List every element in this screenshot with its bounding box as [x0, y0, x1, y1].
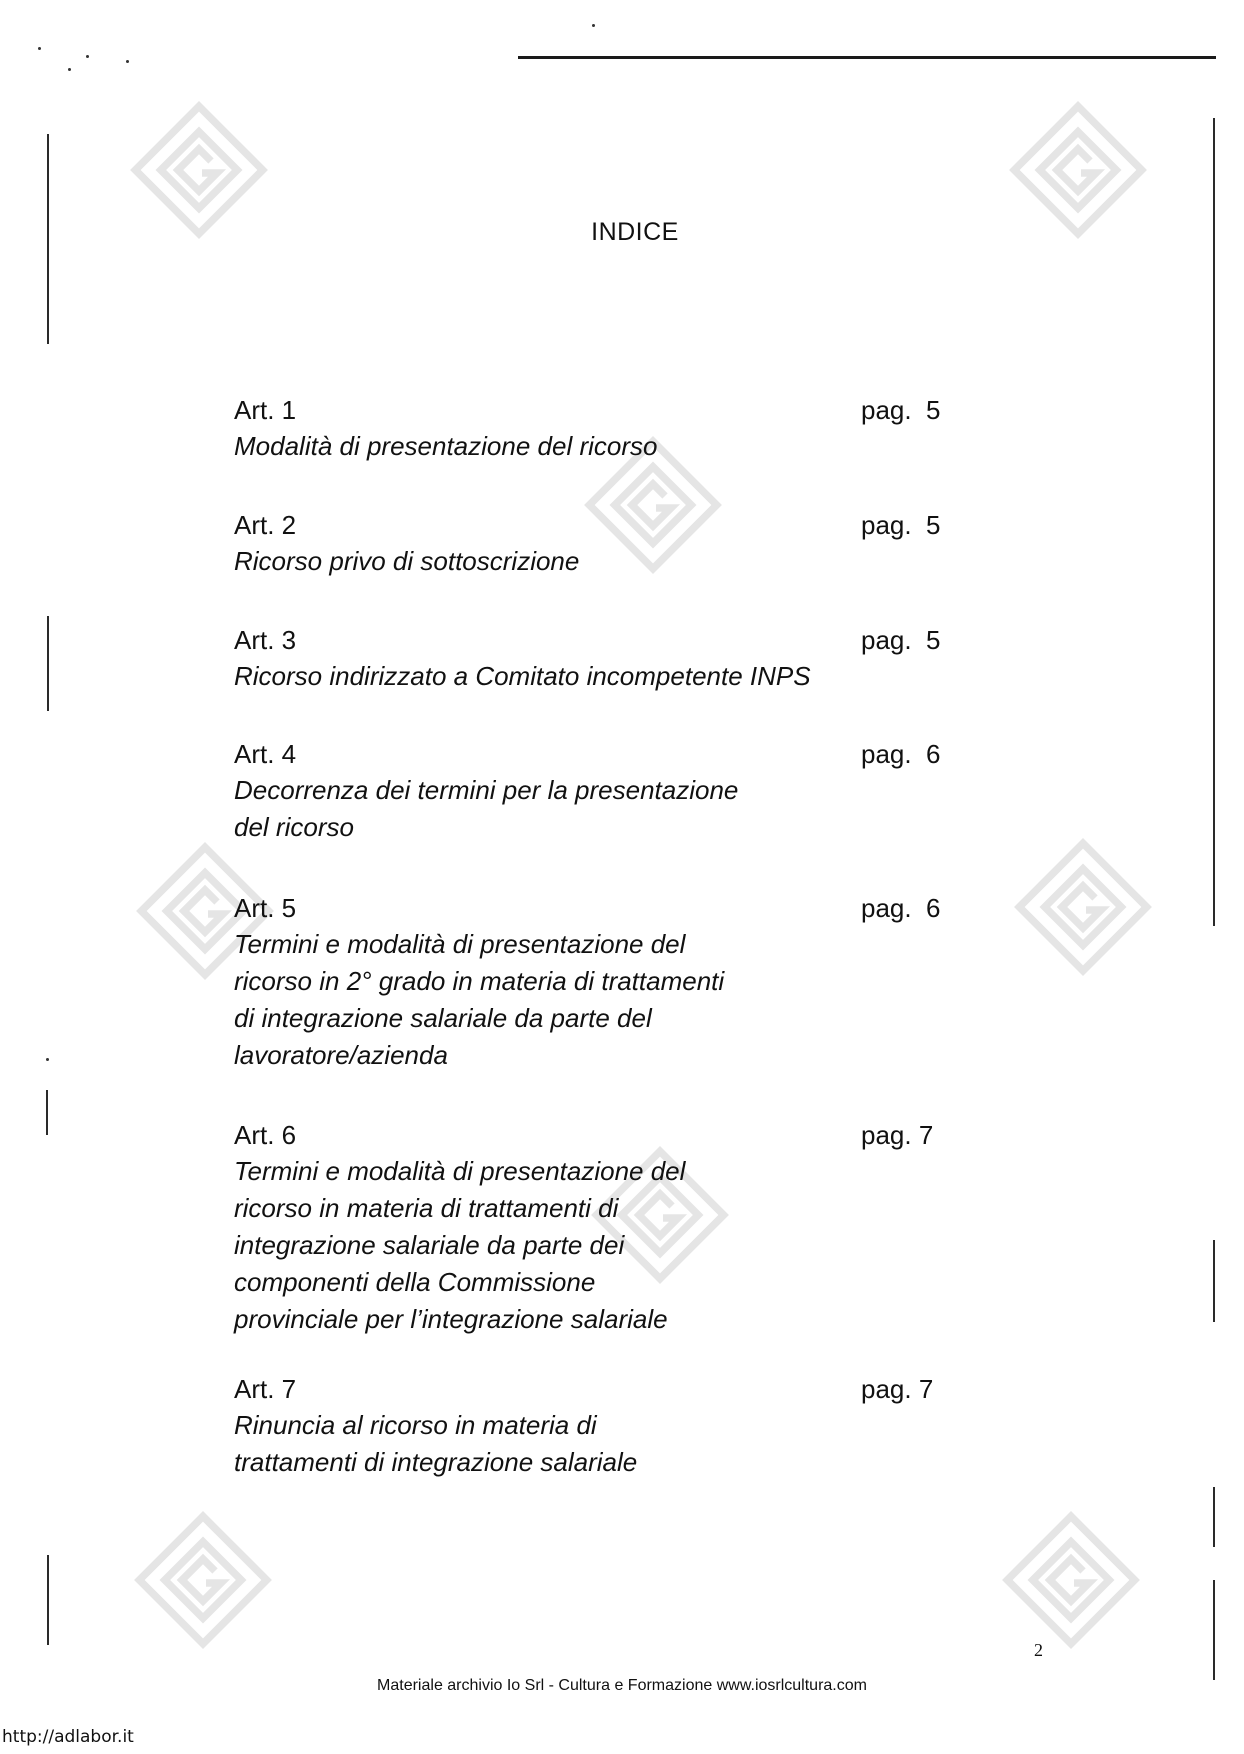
toc-entry	[234, 622, 954, 695]
g-logo-watermark-icon	[1008, 832, 1158, 982]
article-description: di integrazione salariale da parte del	[234, 1003, 652, 1033]
page-reference: pag. 6	[861, 739, 941, 769]
toc-entry	[234, 736, 954, 846]
scan-speck	[46, 1058, 49, 1061]
scan-speck	[126, 60, 129, 63]
top-rule	[518, 56, 1216, 59]
page-reference: pag. 5	[861, 395, 941, 425]
source-url: http://adlabor.it	[2, 1727, 134, 1747]
scan-speck	[68, 68, 71, 71]
toc-entry	[234, 1117, 954, 1338]
scan-speck	[38, 47, 41, 50]
article-label: Art. 5	[234, 893, 297, 923]
article-label: Art. 4	[234, 739, 297, 769]
article-description: trattamenti di integrazione salariale	[234, 1447, 638, 1477]
g-logo-watermark-icon	[996, 1505, 1146, 1655]
article-description: del ricorso	[234, 812, 354, 842]
toc-entry	[234, 392, 954, 465]
article-description: Modalità di presentazione del ricorso	[234, 431, 658, 461]
article-description: lavoratore/azienda	[234, 1040, 448, 1070]
toc-entry	[234, 1371, 954, 1481]
left-margin-line	[47, 616, 49, 711]
article-description: Rinuncia al ricorso in materia di	[234, 1410, 597, 1440]
page-reference: pag. 7	[861, 1374, 934, 1404]
article-label: Art. 3	[234, 625, 297, 655]
article-description: Ricorso privo di sottoscrizione	[234, 546, 580, 576]
scan-speck	[86, 55, 89, 58]
scan-speck	[592, 24, 595, 27]
g-logo-watermark-icon	[128, 1505, 278, 1655]
archive-footer: Materiale archivio Io Srl - Cultura e Formazione www.iosrlcultura.com	[377, 1677, 867, 1694]
article-description: Termini e modalità di presentazione del	[234, 929, 686, 959]
article-description: integrazione salariale da parte dei	[234, 1230, 625, 1260]
article-description: componenti della Commissione	[234, 1267, 596, 1297]
right-margin-line	[1213, 1240, 1215, 1322]
page-number: 2	[1034, 1640, 1043, 1660]
page-reference: pag. 6	[861, 893, 941, 923]
article-label: Art. 2	[234, 510, 297, 540]
page-reference: pag. 5	[861, 510, 941, 540]
article-description: Termini e modalità di presentazione del	[234, 1156, 686, 1186]
left-margin-line	[46, 1090, 48, 1135]
page-title: INDICE	[591, 218, 679, 246]
article-description: Decorrenza dei termini per la presentazione	[234, 775, 739, 805]
right-margin-line	[1213, 1487, 1215, 1547]
article-description: ricorso in 2° grado in materia di trattamenti	[234, 966, 725, 996]
article-label: Art. 7	[234, 1374, 297, 1404]
article-description: ricorso in materia di trattamenti di	[234, 1193, 619, 1223]
article-label: Art. 1	[234, 395, 297, 425]
right-margin-line	[1213, 1580, 1215, 1680]
article-description: provinciale per l’integrazione salariale	[234, 1304, 668, 1334]
article-description: Ricorso indirizzato a Comitato incompetente INPS	[234, 661, 811, 691]
toc-entry	[234, 890, 954, 1074]
left-margin-line	[47, 1555, 49, 1645]
toc-entry	[234, 507, 954, 580]
page-reference: pag. 7	[861, 1120, 934, 1150]
page-reference: pag. 5	[861, 625, 941, 655]
article-label: Art. 6	[234, 1120, 297, 1150]
